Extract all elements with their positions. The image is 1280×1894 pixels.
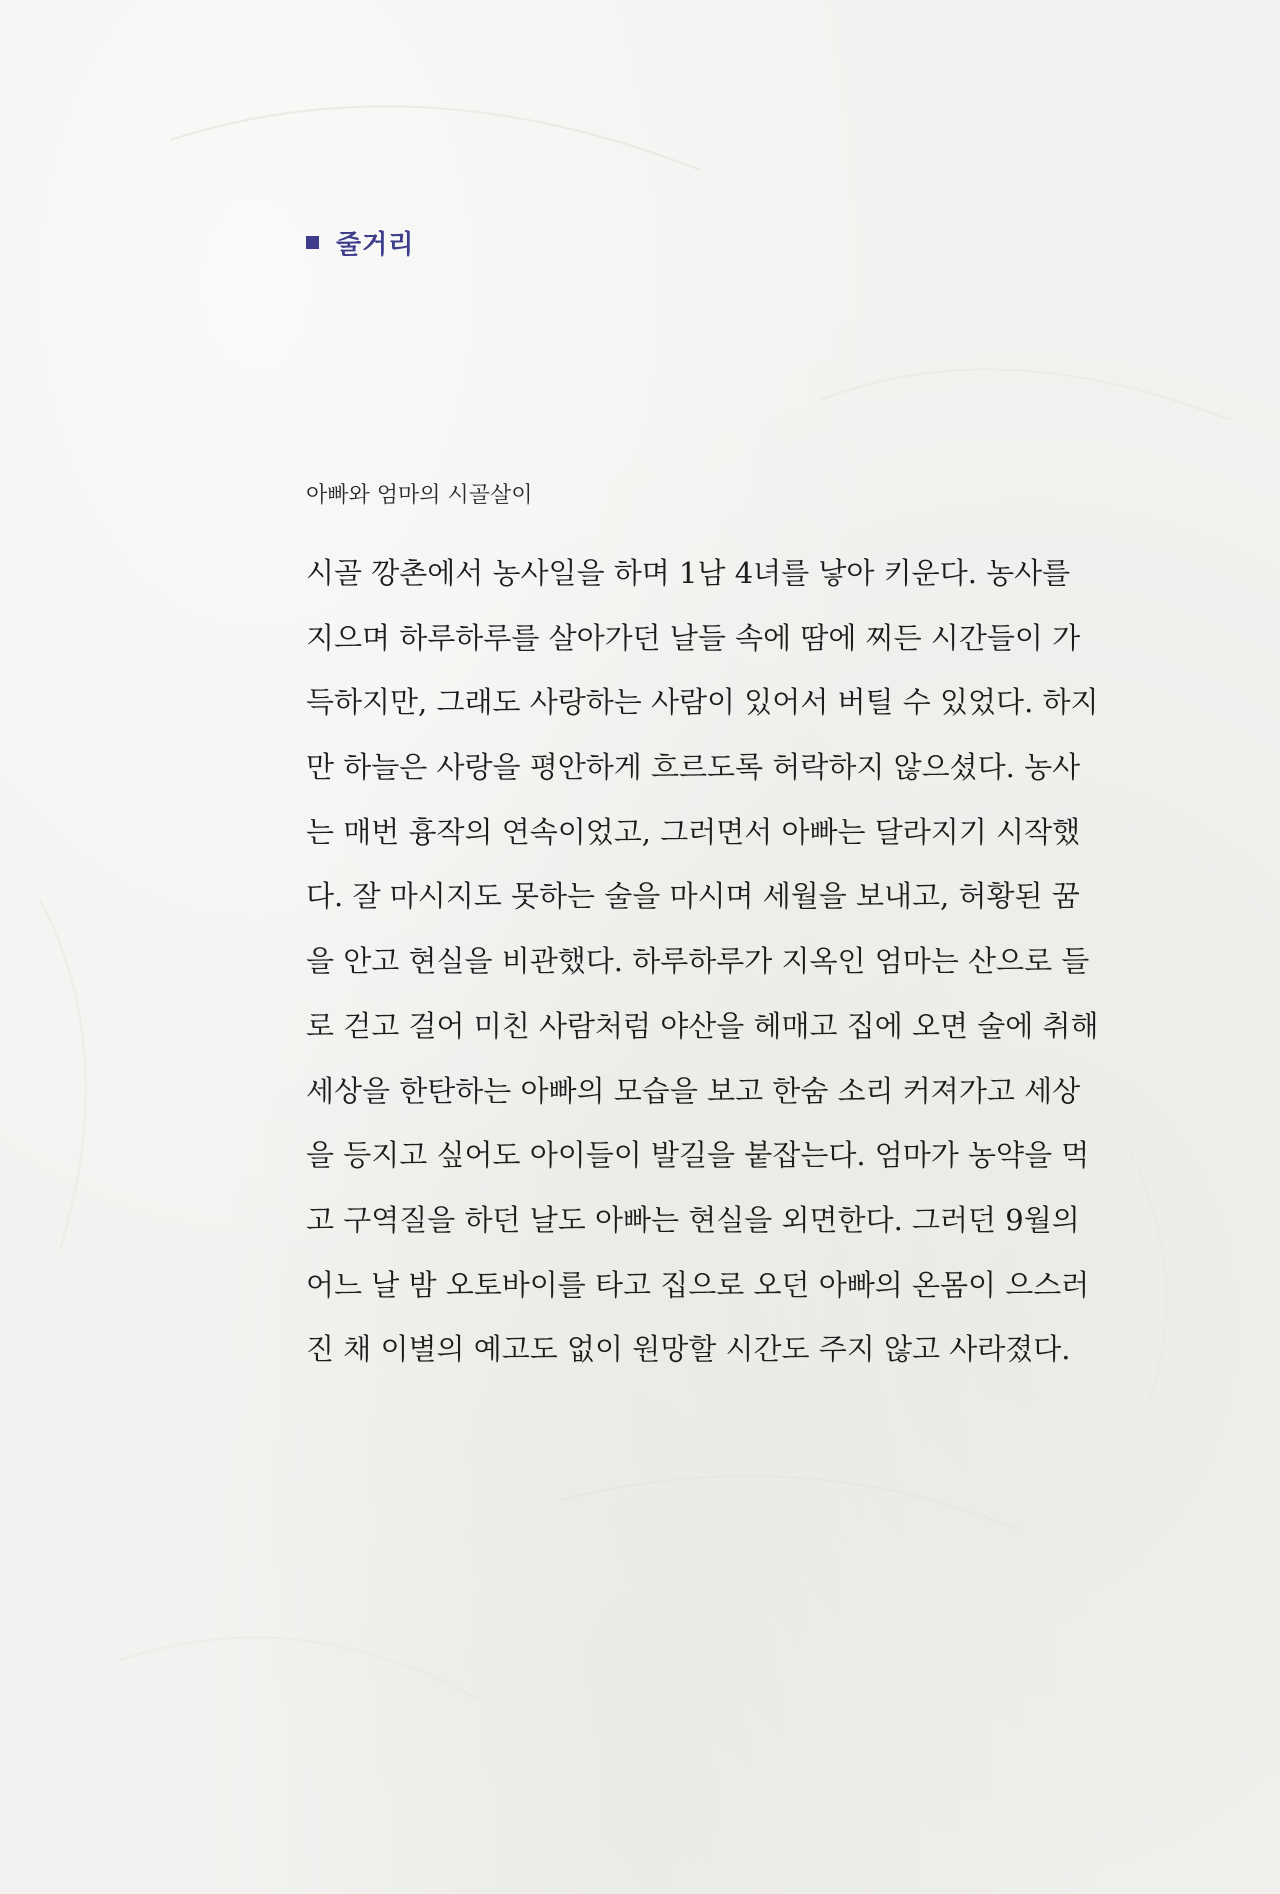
square-bullet-icon xyxy=(306,236,319,249)
section-heading xyxy=(306,224,414,261)
paragraph-line: 지으며 하루하루를 살아가던 날들 속에 땀에 찌든 시간들이 가 xyxy=(306,620,1081,655)
paragraph-line: 시골 깡촌에서 농사일을 하며 1남 4녀를 낳아 키운다. 농사를 xyxy=(306,556,1071,590)
paragraph-line: 을 안고 현실을 비관했다. 하루하루가 지옥인 엄마는 산으로 들 xyxy=(306,944,1090,979)
paragraph-line: 득하지만, 그래도 사랑하는 사람이 있어서 버틸 수 있었다. 하지 xyxy=(306,685,1099,720)
paragraph-line: 세상을 한탄하는 아빠의 모습을 보고 한숨 소리 커져가고 세상 xyxy=(306,1073,1081,1108)
paragraph-line: 는 매번 흉작의 연속이었고, 그러면서 아빠는 달라지기 시작했 xyxy=(306,814,1081,849)
paragraph-line: 어느 날 밤 오토바이를 타고 집으로 오던 아빠의 온몸이 으스러 xyxy=(306,1267,1090,1302)
paragraph-line: 고 구역질을 하던 날도 아빠는 현실을 외면한다. 그러던 9월의 xyxy=(306,1202,1080,1237)
paragraph-line: 다. 잘 마시지도 못하는 술을 마시며 세월을 보내고, 허황된 꿈 xyxy=(306,879,1080,914)
story-subtitle: 아빠와 엄마의 시골살이 xyxy=(306,483,533,508)
paragraph-line: 을 등지고 싶어도 아이들이 발길을 붙잡는다. 엄마가 농약을 먹 xyxy=(306,1138,1090,1173)
paragraph-line: 진 채 이별의 예고도 없이 원망할 시간도 주지 않고 사라졌다. xyxy=(306,1332,1071,1367)
section-title: 줄거리 xyxy=(336,230,415,260)
paragraph-line: 로 걷고 걸어 미친 사람처럼 야산을 헤매고 집에 오면 술에 취해 xyxy=(306,1008,1099,1043)
story-paragraph xyxy=(306,541,1099,1382)
paragraph-line: 만 하늘은 사랑을 평안하게 흐르도록 허락하지 않으셨다. 농사 xyxy=(306,750,1081,785)
